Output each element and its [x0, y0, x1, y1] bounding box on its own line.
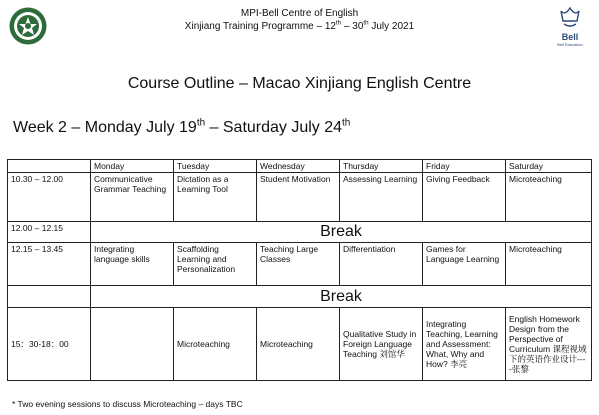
header-day-wednesday: Wednesday: [257, 160, 340, 173]
session-cell: Microteaching: [506, 173, 592, 222]
session-cell: Dictation as a Learning Tool: [174, 173, 257, 222]
programme-line: [0, 21, 599, 33]
session-cell: Microteaching: [506, 243, 592, 286]
header-day-monday: Monday: [91, 160, 174, 173]
session-cell: Student Motivation: [257, 173, 340, 222]
break-time-cell: [8, 286, 91, 308]
session-cell: Communicative Grammar Teaching: [91, 173, 174, 222]
footnote: * Two evening sessions to discuss Microteaching – days TBC: [12, 399, 243, 409]
header-time-cell: [8, 160, 91, 173]
session-cell: Teaching Large Classes: [257, 243, 340, 286]
session-cell: Games for Language Learning: [423, 243, 506, 286]
session-cell: Integrating Teaching, Learning and Assessment: What, Why and How? 李亮: [423, 308, 506, 381]
session-row-3: [8, 308, 592, 381]
header-day-friday: Friday: [423, 160, 506, 173]
break-time-cell: 12.00 – 12.15: [8, 222, 91, 243]
week-prefix: Week 2 – Monday July 19: [13, 119, 197, 136]
break-row-2: [8, 286, 592, 308]
programme-sup2: th: [363, 19, 369, 27]
session-cell: Microteaching: [174, 308, 257, 381]
break-label: Break: [91, 286, 592, 308]
time-cell: 10.30 – 12.00: [8, 173, 91, 222]
session-cell: Integrating language skills: [91, 243, 174, 286]
session-cell: Giving Feedback: [423, 173, 506, 222]
session-cell: Qualitative Study in Foreign Language Teaching 刘馆华: [340, 308, 423, 381]
week-heading: [13, 118, 350, 138]
header-day-tuesday: Tuesday: [174, 160, 257, 173]
header-day-saturday: Saturday: [506, 160, 592, 173]
week-sup2: th: [342, 117, 351, 129]
time-cell: 15：30-18：00: [8, 308, 91, 381]
programme-prefix: Xinjiang Training Programme – 12: [184, 21, 336, 32]
session-cell: Scaffolding Learning and Personalization: [174, 243, 257, 286]
break-label: Break: [91, 222, 592, 243]
page-title: Course Outline – Macao Xinjiang English Centre: [127, 75, 472, 92]
bell-subtext: Bell Education: [557, 42, 583, 47]
programme-suffix: July 2021: [368, 21, 415, 32]
session-cell: Assessing Learning: [340, 173, 423, 222]
header-row: [8, 160, 592, 173]
programme-mid: – 30: [341, 21, 364, 32]
session-row-2: [8, 243, 592, 286]
session-cell: Differentiation: [340, 243, 423, 286]
week-mid: – Saturday July 24: [205, 119, 343, 136]
time-cell: 12.15 – 13.45: [8, 243, 91, 286]
break-row-1: [8, 222, 592, 243]
session-row-1: [8, 173, 592, 222]
centre-name: MPI-Bell Centre of English: [240, 8, 359, 19]
week-sup1: th: [196, 117, 206, 129]
schedule-table: [7, 159, 592, 381]
session-cell: English Homework Design from the Perspective of Curriculum 课程视域下的英语作业设计----张黎: [506, 308, 592, 381]
bell-wordmark: Bell: [561, 32, 579, 42]
header-day-thursday: Thursday: [340, 160, 423, 173]
session-cell: Microteaching: [257, 308, 340, 381]
programme-sup1: th: [336, 19, 342, 27]
session-cell: [91, 308, 174, 381]
